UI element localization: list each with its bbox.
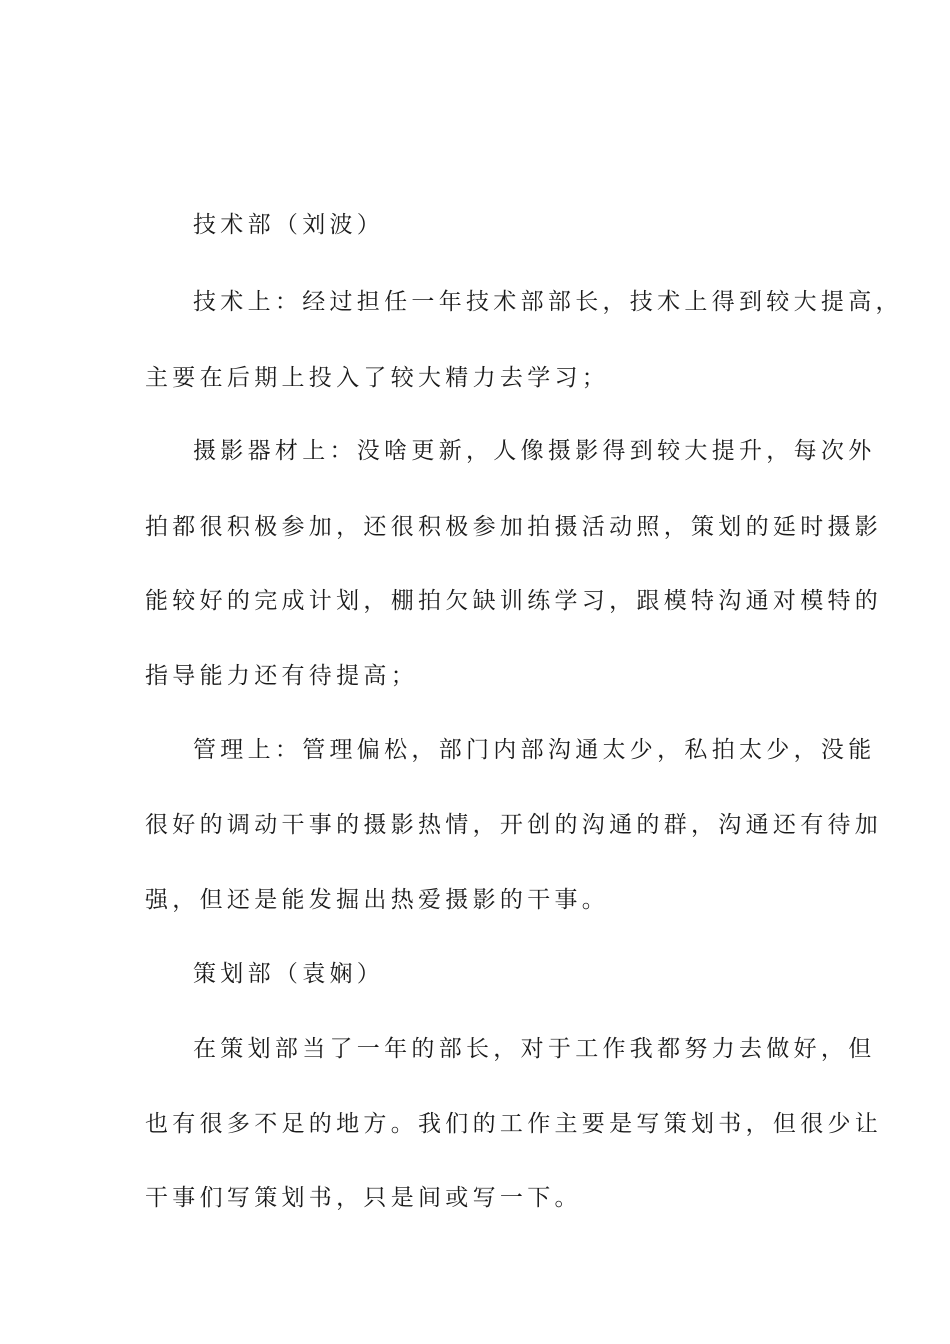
- paragraph-line: 能较好的完成计划，棚拍欠缺训练学习，跟模特沟通对模特的: [145, 588, 883, 614]
- paragraph-line: 管理上：管理偏松，部门内部沟通太少，私拍太少，没能: [193, 737, 876, 763]
- paragraph-line: 技术上：经过担任一年技术部部长，技术上得到较大提高，: [193, 289, 903, 315]
- section-heading-planning-dept: 策划部（袁娴）: [193, 961, 385, 987]
- section-heading-tech-dept: 技术部（刘波）: [193, 212, 385, 238]
- paragraph-line: 很好的调动干事的摄影热情，开创的沟通的群，沟通还有待加: [145, 812, 883, 838]
- paragraph-line: 强，但还是能发掘出热爱摄影的干事。: [145, 887, 610, 913]
- paragraph-line: 主要在后期上投入了较大精力去学习；: [145, 365, 610, 391]
- paragraph-line: 摄影器材上：没啥更新，人像摄影得到较大提升，每次外: [193, 438, 876, 464]
- paragraph-line: 拍都很积极参加，还很积极参加拍摄活动照，策划的延时摄影: [145, 514, 883, 540]
- paragraph-line: 在策划部当了一年的部长，对于工作我都努力去做好，但: [193, 1036, 876, 1062]
- paragraph-line: 干事们写策划书，只是间或写一下。: [145, 1185, 582, 1211]
- paragraph-line: 也有很多不足的地方。我们的工作主要是写策划书，但很少让: [145, 1111, 883, 1137]
- paragraph-line: 指导能力还有待提高；: [145, 663, 418, 689]
